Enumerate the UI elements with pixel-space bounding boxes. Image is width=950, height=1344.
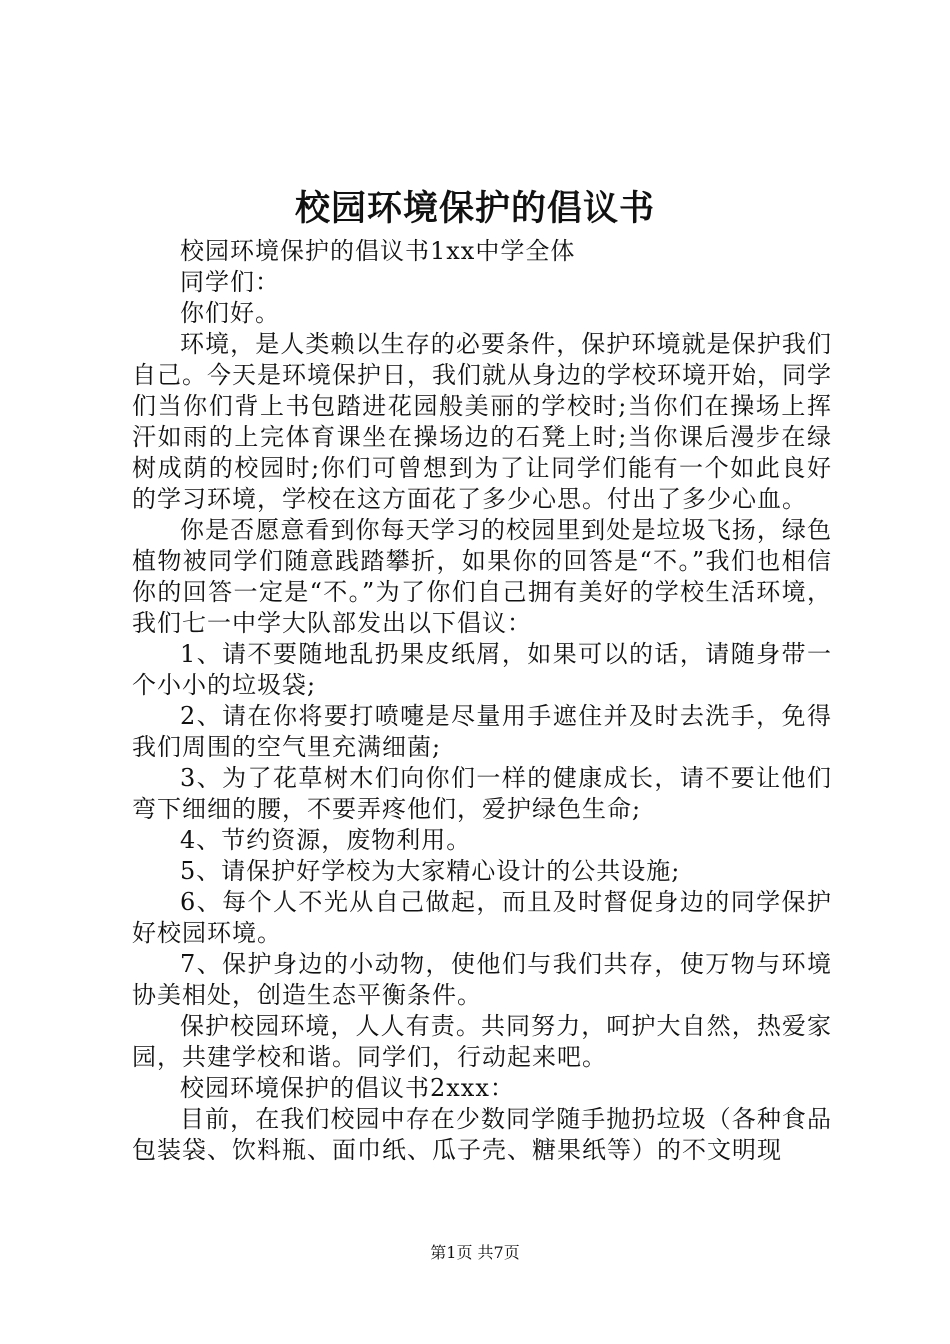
paragraph: 6、每个人不光从自己做起，而且及时督促身边的同学保护好校园环境。 — [132, 888, 832, 947]
paragraph: 校园环境保护的倡议书1xx中学全体 — [180, 237, 576, 265]
paragraph: 5、请保护好学校为大家精心设计的公共设施; — [180, 857, 681, 885]
paragraph: 你们好。 — [180, 299, 280, 327]
paragraph: 你是否愿意看到你每天学习的校园里到处是垃圾飞扬，绿色植物被同学们随意践踏攀折，如果你的回答是“不。”我们也相信你的回答一定是“不。”为了你们自己拥有美好的学校生活环境，我们七一中学大队部发出以下倡议： — [132, 516, 832, 637]
document-title: 校园环境保护的倡议书 — [294, 188, 655, 229]
paragraph: 保护校园环境，人人有责。共同努力，呵护大自然，热爱家园，共建学校和谐。同学们，行动起来吧。 — [132, 1012, 832, 1071]
paragraph: 目前，在我们校园中存在少数同学随手抛扔垃圾（各种食品包装袋、饮料瓶、面巾纸、瓜子壳、糖果纸等）的不文明现 — [132, 1105, 832, 1164]
paragraph: 校园环境保护的倡议书2xxx： — [180, 1074, 515, 1102]
document-body — [132, 236, 832, 1166]
page-number-footer: 第1页 共7页 — [430, 1243, 520, 1262]
paragraph: 3、为了花草树木们向你们一样的健康成长，请不要让他们弯下细细的腰，不要弄疼他们，爱护绿色生命; — [132, 764, 832, 823]
paragraph: 环境，是人类赖以生存的必要条件，保护环境就是保护我们自己。今天是环境保护日，我们就从身边的学校环境开始，同学们当你们背上书包踏进花园般美丽的学校时;当你们在操场上挥汗如雨的上完体育课坐在操场边的石凳上时;当你课后漫步在绿树成荫的校园时;你们可曾想到为了让同学们能有一个如此良好的学习环境，学校在这方面花了多少心思。付出了多少心血。 — [132, 330, 832, 513]
paragraph: 2、请在你将要打喷嚏是尽量用手遮住并及时去洗手，免得我们周围的空气里充满细菌; — [132, 702, 832, 761]
paragraph: 4、节约资源，废物利用。 — [180, 826, 472, 854]
paragraph: 1、请不要随地乱扔果皮纸屑，如果可以的话，请随身带一个小小的垃圾袋; — [132, 640, 832, 699]
paragraph: 同学们： — [180, 268, 280, 296]
paragraph: 7、保护身边的小动物，使他们与我们共存，使万物与环境协美相处，创造生态平衡条件。 — [132, 950, 832, 1009]
